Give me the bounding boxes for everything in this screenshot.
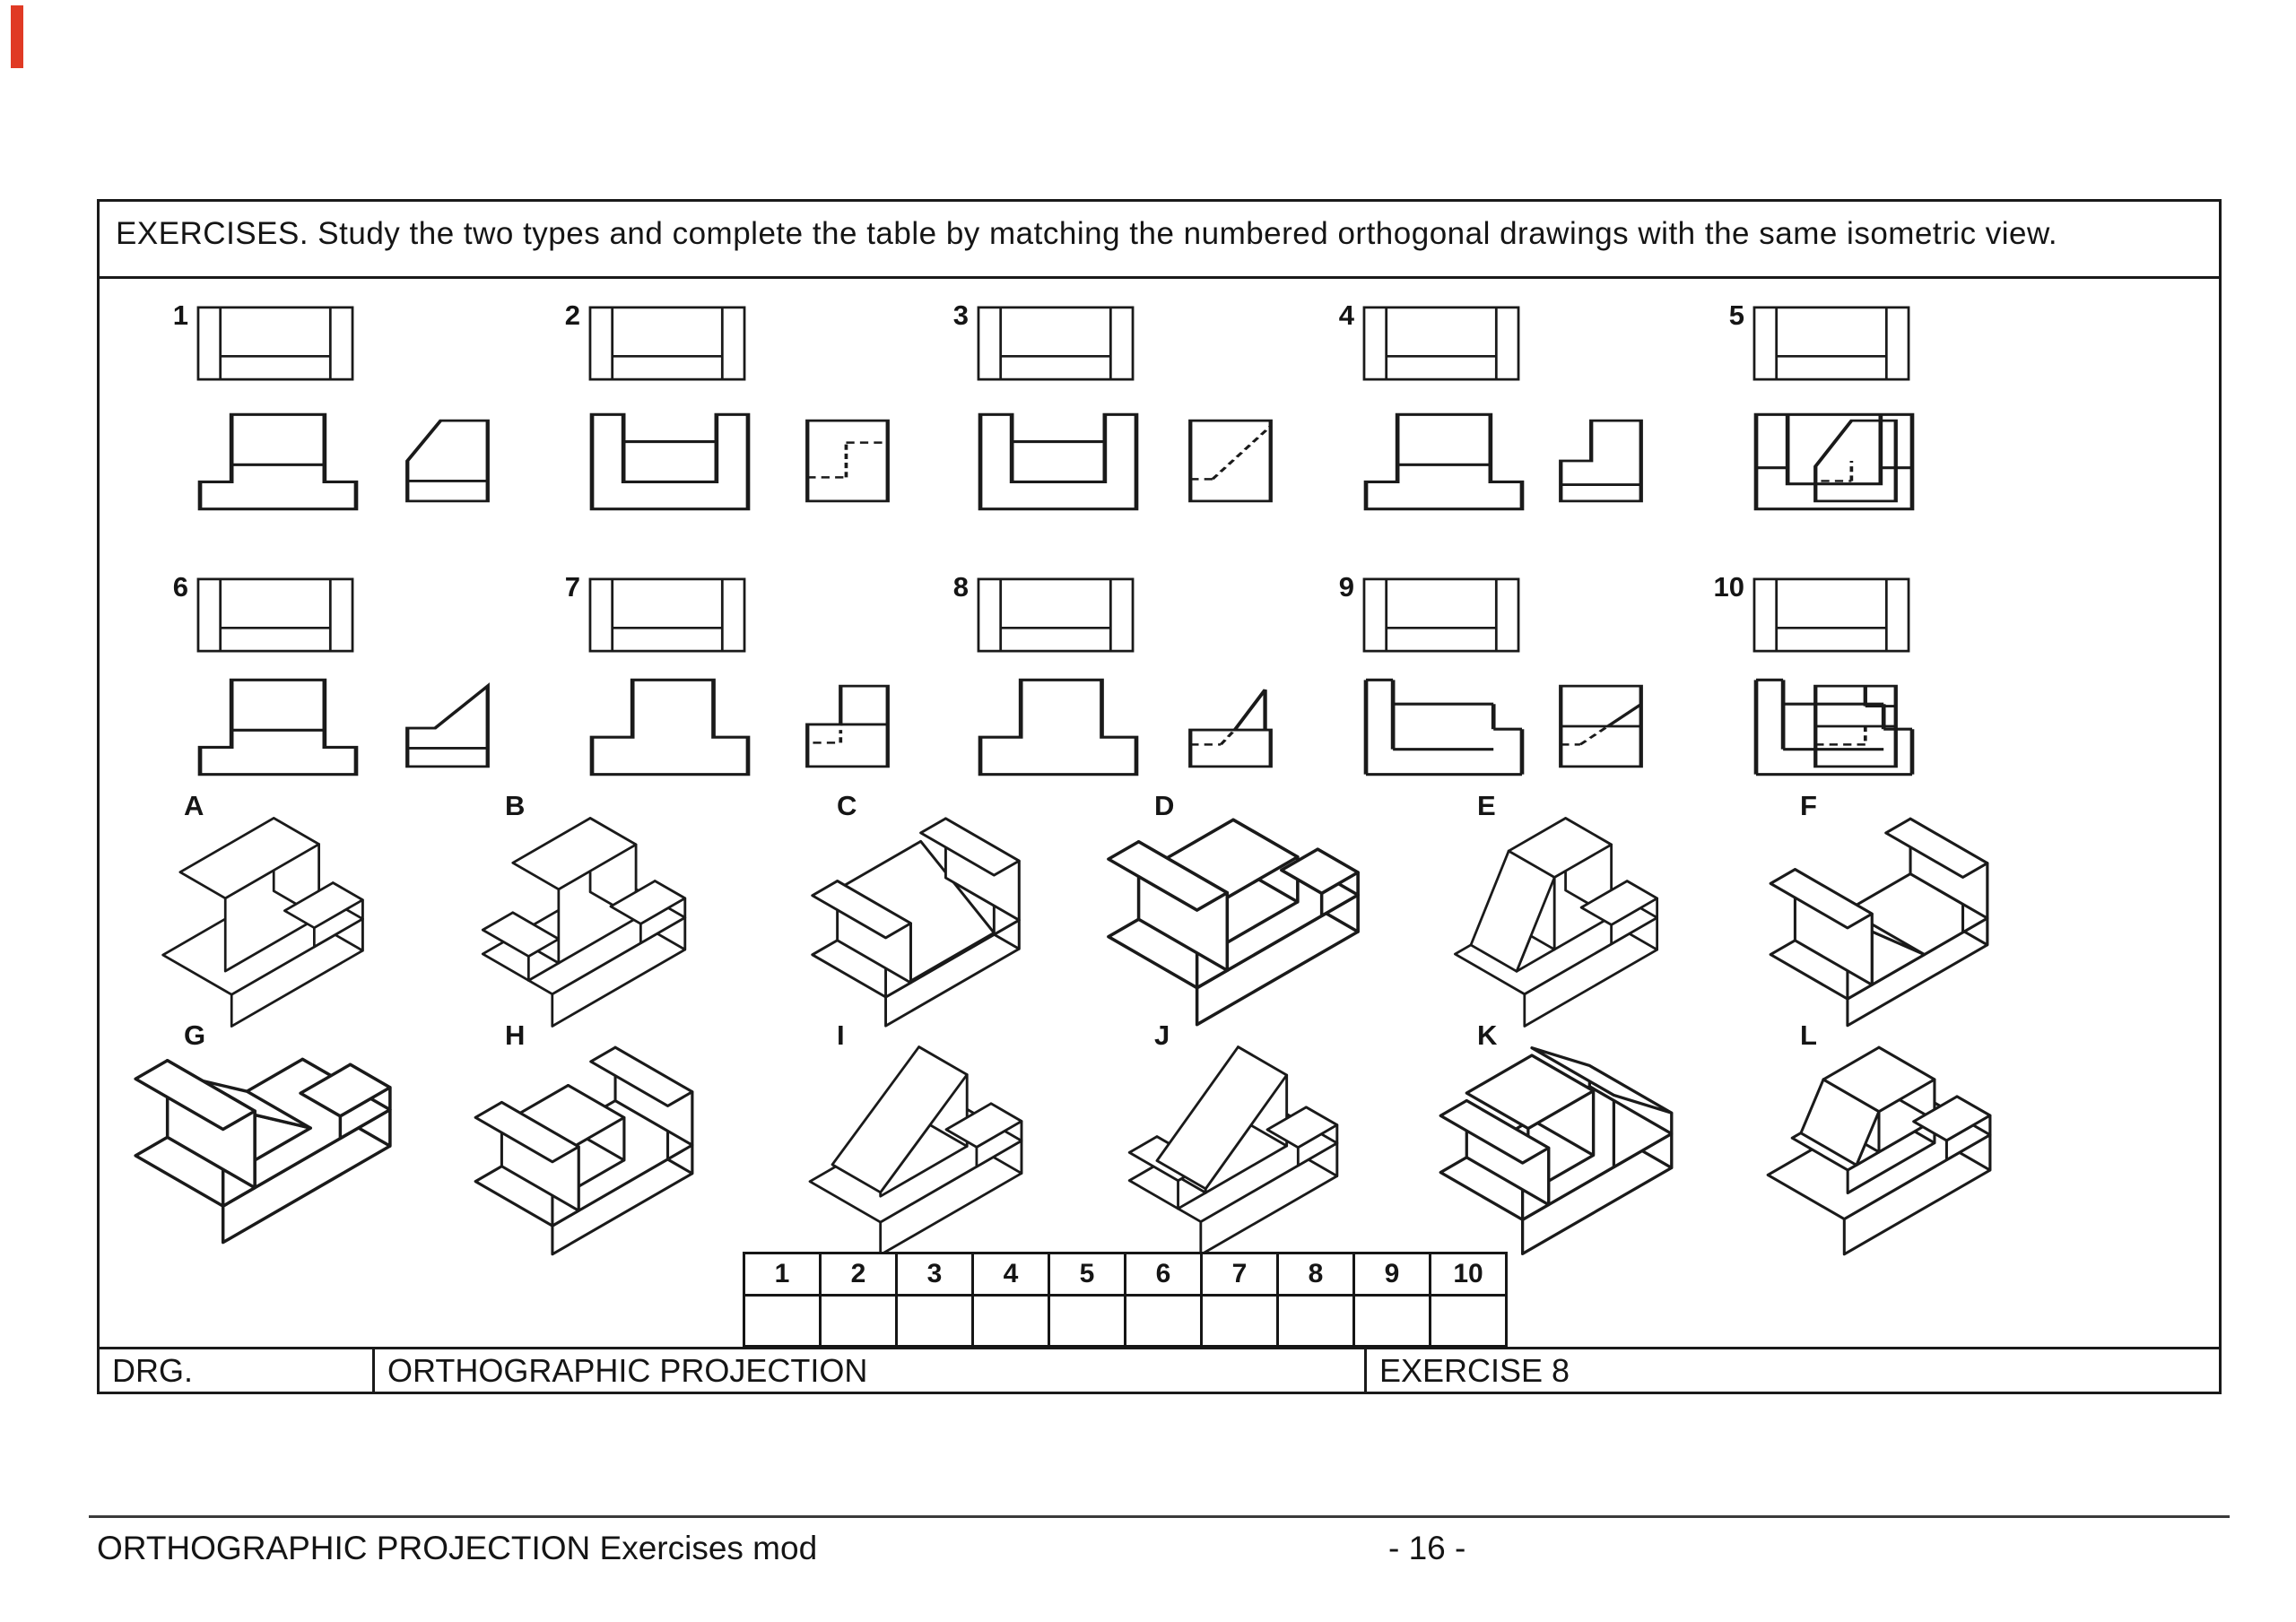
isometric-F-label: F xyxy=(1800,790,1817,821)
red-scan-artifact xyxy=(11,5,23,68)
isometric-view-D xyxy=(1099,812,1368,1032)
exercise-3-plan-view xyxy=(976,305,1135,382)
exercise-8-front-view xyxy=(976,677,1141,777)
answer-cell-8[interactable] xyxy=(1278,1296,1354,1347)
isometric-view-A xyxy=(128,812,397,1032)
isometric-K-label: K xyxy=(1477,1019,1498,1051)
exercise-4-side-view xyxy=(1552,415,1649,507)
exercise-8-side-view xyxy=(1182,681,1279,772)
isometric-L-label: L xyxy=(1800,1019,1817,1051)
drg-label: DRG. xyxy=(112,1351,193,1389)
isometric-D-label: D xyxy=(1154,790,1175,821)
exercise-4-front-view xyxy=(1361,412,1526,512)
answer-table-header-8: 8 xyxy=(1278,1253,1354,1296)
isometric-view-G xyxy=(128,1041,397,1261)
answer-table-header-1: 1 xyxy=(744,1253,821,1296)
sheet-title: ORTHOGRAPHIC PROJECTION xyxy=(387,1351,868,1389)
exercise-6-plan-view xyxy=(196,577,355,654)
title-cell xyxy=(375,1349,1364,1392)
exercise-cell xyxy=(1367,1349,2219,1392)
answer-cell-7[interactable] xyxy=(1202,1296,1278,1347)
exercise-9-front-view xyxy=(1361,677,1526,777)
isometric-E-label: E xyxy=(1477,790,1496,821)
isometric-B-label: B xyxy=(505,790,526,821)
exercise-2-number: 2 xyxy=(564,299,580,331)
exercise-5-side-view xyxy=(1807,415,1904,507)
exercise-8-number: 8 xyxy=(952,571,969,603)
exercise-1-plan-view xyxy=(196,305,355,382)
answer-table-header-5: 5 xyxy=(1049,1253,1126,1296)
exercise-3-front-view xyxy=(976,412,1141,512)
isometric-A-label: A xyxy=(184,790,204,821)
footer-title: ORTHOGRAPHIC PROJECTION Exercises mod xyxy=(97,1530,818,1566)
answer-cell-4[interactable] xyxy=(973,1296,1049,1347)
answer-cell-2[interactable] xyxy=(821,1296,897,1347)
answer-cell-1[interactable] xyxy=(744,1296,821,1347)
exercise-8-plan-view xyxy=(976,577,1135,654)
answer-cell-5[interactable] xyxy=(1049,1296,1126,1347)
isometric-I-label: I xyxy=(837,1019,845,1051)
exercise-5-plan-view xyxy=(1752,305,1911,382)
isometric-G-label: G xyxy=(184,1019,206,1051)
exercise-3-side-view xyxy=(1182,415,1279,507)
isometric-view-C xyxy=(781,812,1050,1032)
isometric-view-L xyxy=(1744,1041,2013,1261)
isometric-view-B xyxy=(449,812,718,1032)
exercise-1-side-view xyxy=(399,415,496,507)
exercise-9-plan-view xyxy=(1361,577,1521,654)
exercise-1-front-view xyxy=(196,412,361,512)
exercise-6-side-view xyxy=(399,681,496,772)
instruction-text: EXERCISES. Study the two types and complete the table by matching the numbered orthogonal drawings with the same isometric view. xyxy=(116,216,2058,251)
exercise-2-plan-view xyxy=(587,305,747,382)
isometric-H-label: H xyxy=(505,1019,526,1051)
exercise-2-side-view xyxy=(799,415,896,507)
answer-table xyxy=(743,1252,1508,1348)
answer-cell-6[interactable] xyxy=(1126,1296,1202,1347)
footer-page-number: - 16 - xyxy=(1388,1530,1466,1566)
answer-cell-3[interactable] xyxy=(897,1296,973,1347)
exercise-3-number: 3 xyxy=(952,299,969,331)
exercise-6-front-view xyxy=(196,677,361,777)
isometric-view-H xyxy=(449,1041,718,1261)
answer-table-header-4: 4 xyxy=(973,1253,1049,1296)
isometric-view-I xyxy=(781,1041,1050,1261)
exercise-2-front-view xyxy=(587,412,752,512)
exercise-7-number: 7 xyxy=(564,571,580,603)
isometric-C-label: C xyxy=(837,790,857,821)
isometric-view-K xyxy=(1422,1041,1691,1261)
isometric-J-label: J xyxy=(1154,1019,1170,1051)
footer-rule xyxy=(89,1515,2230,1518)
exercise-6-number: 6 xyxy=(172,571,188,603)
exercise-sheet-frame xyxy=(97,199,2222,1394)
exercise-9-side-view xyxy=(1552,681,1649,772)
exercise-number: EXERCISE 8 xyxy=(1379,1351,1570,1389)
answer-table-header-10: 10 xyxy=(1431,1253,1507,1296)
instruction-header xyxy=(100,202,2219,279)
isometric-view-J xyxy=(1099,1041,1368,1261)
exercise-7-side-view xyxy=(799,681,896,772)
answer-cell-9[interactable] xyxy=(1354,1296,1431,1347)
exercise-10-plan-view xyxy=(1752,577,1911,654)
exercise-5-number: 5 xyxy=(1728,299,1744,331)
title-block xyxy=(100,1347,2219,1392)
answer-cell-10[interactable] xyxy=(1431,1296,1507,1347)
exercise-7-front-view xyxy=(587,677,752,777)
answer-table-header-3: 3 xyxy=(897,1253,973,1296)
answer-table-header-2: 2 xyxy=(821,1253,897,1296)
isometric-view-F xyxy=(1744,812,2013,1032)
exercise-1-number: 1 xyxy=(172,299,188,331)
answer-table-header-7: 7 xyxy=(1202,1253,1278,1296)
answer-table-header-9: 9 xyxy=(1354,1253,1431,1296)
exercise-4-plan-view xyxy=(1361,305,1521,382)
exercise-9-number: 9 xyxy=(1338,571,1354,603)
isometric-view-E xyxy=(1422,812,1691,1032)
answer-table-header-6: 6 xyxy=(1126,1253,1202,1296)
exercise-10-side-view xyxy=(1807,681,1904,772)
drg-cell xyxy=(100,1349,372,1392)
exercise-7-plan-view xyxy=(587,577,747,654)
exercise-10-number: 10 xyxy=(1713,571,1744,603)
exercise-4-number: 4 xyxy=(1338,299,1354,331)
